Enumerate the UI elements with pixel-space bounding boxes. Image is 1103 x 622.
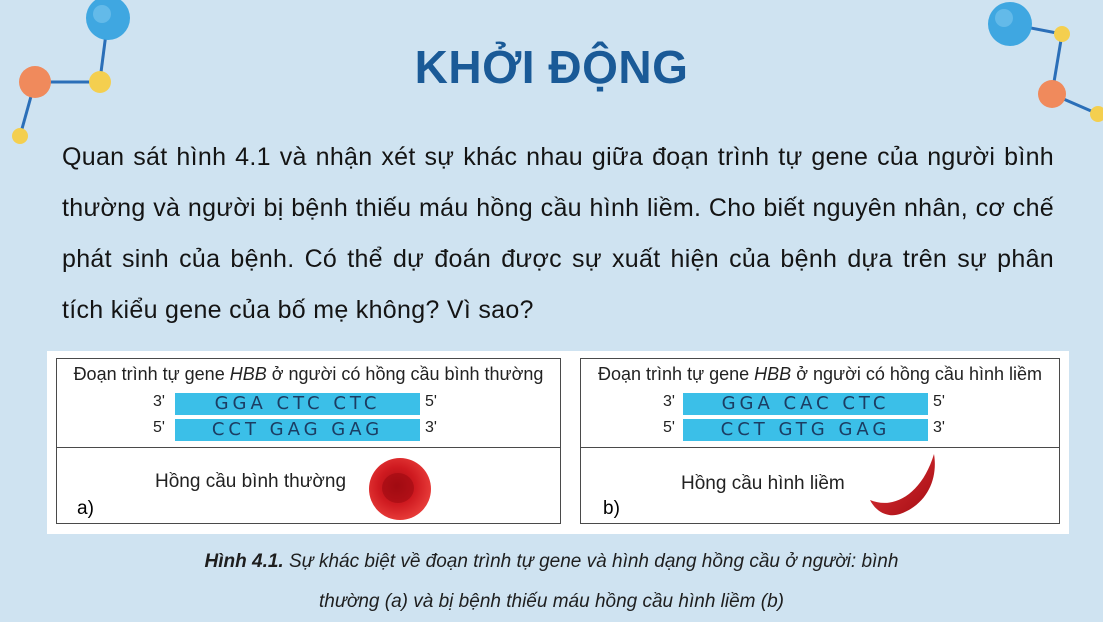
red-blood-cell-icon: [367, 456, 433, 522]
question-text: Quan sát hình 4.1 và nhận xét sự khác nhau giữa đoạn trình tự gene của người bình thường và người bị bệnh thiếu máu hồng cầu hình liềm. Cho biết nguyên nhân, cơ chế phát sinh của bệnh. Có thể dự đoán được sự xuất hiện của bệnh dựa trên sự phân tích kiểu gene của bố mẹ không? Vì sao?: [62, 143, 1054, 324]
strand-end-label: 3': [153, 393, 165, 410]
figure-caption: Hình 4.1. Sự khác biệt về đoạn trình tự gene và hình dạng hồng cầu ở người: bình: [204, 551, 899, 572]
figure-4-1: [47, 351, 1069, 534]
dna-strand-top: GGA CTC CTC: [175, 393, 420, 415]
dna-strand-bottom: CCT GAG GAG: [175, 419, 420, 441]
strand-end-label: 5': [933, 393, 945, 410]
figure-caption-line2: thường (a) và bị bệnh thiếu máu hồng cầu hình liềm (b): [318, 591, 785, 612]
cell-label: Hồng cầu hình liềm: [681, 473, 845, 494]
slide-title: KHỞI ĐỘNG: [414, 41, 689, 93]
panel-normal: [56, 358, 561, 524]
panel-letter: a): [77, 498, 94, 519]
panel-header: [57, 359, 560, 448]
panel-caption: Đoạn trình tự gene HBB ở người có hồng cầu hình liềm: [598, 364, 1042, 384]
panel-header: [581, 359, 1059, 448]
strand-end-label: 5': [153, 419, 165, 436]
cell-label: Hồng cầu bình thường: [155, 471, 347, 492]
dna-strand-bottom: CCT GTG GAG: [683, 419, 928, 441]
strand-end-label: 5': [425, 393, 437, 410]
panel-letter: b): [603, 498, 620, 519]
strand-end-label: 5': [663, 419, 675, 436]
strand-end-label: 3': [663, 393, 675, 410]
sickle-cell-icon: [866, 452, 946, 522]
panel-caption: Đoạn trình tự gene HBB ở người có hồng cầu bình thường: [73, 364, 544, 384]
dna-strand-top: GGA CAC CTC: [683, 393, 928, 415]
strand-end-label: 3': [933, 419, 945, 436]
strand-end-label: 3': [425, 419, 437, 436]
panel-sickle: [580, 358, 1060, 524]
